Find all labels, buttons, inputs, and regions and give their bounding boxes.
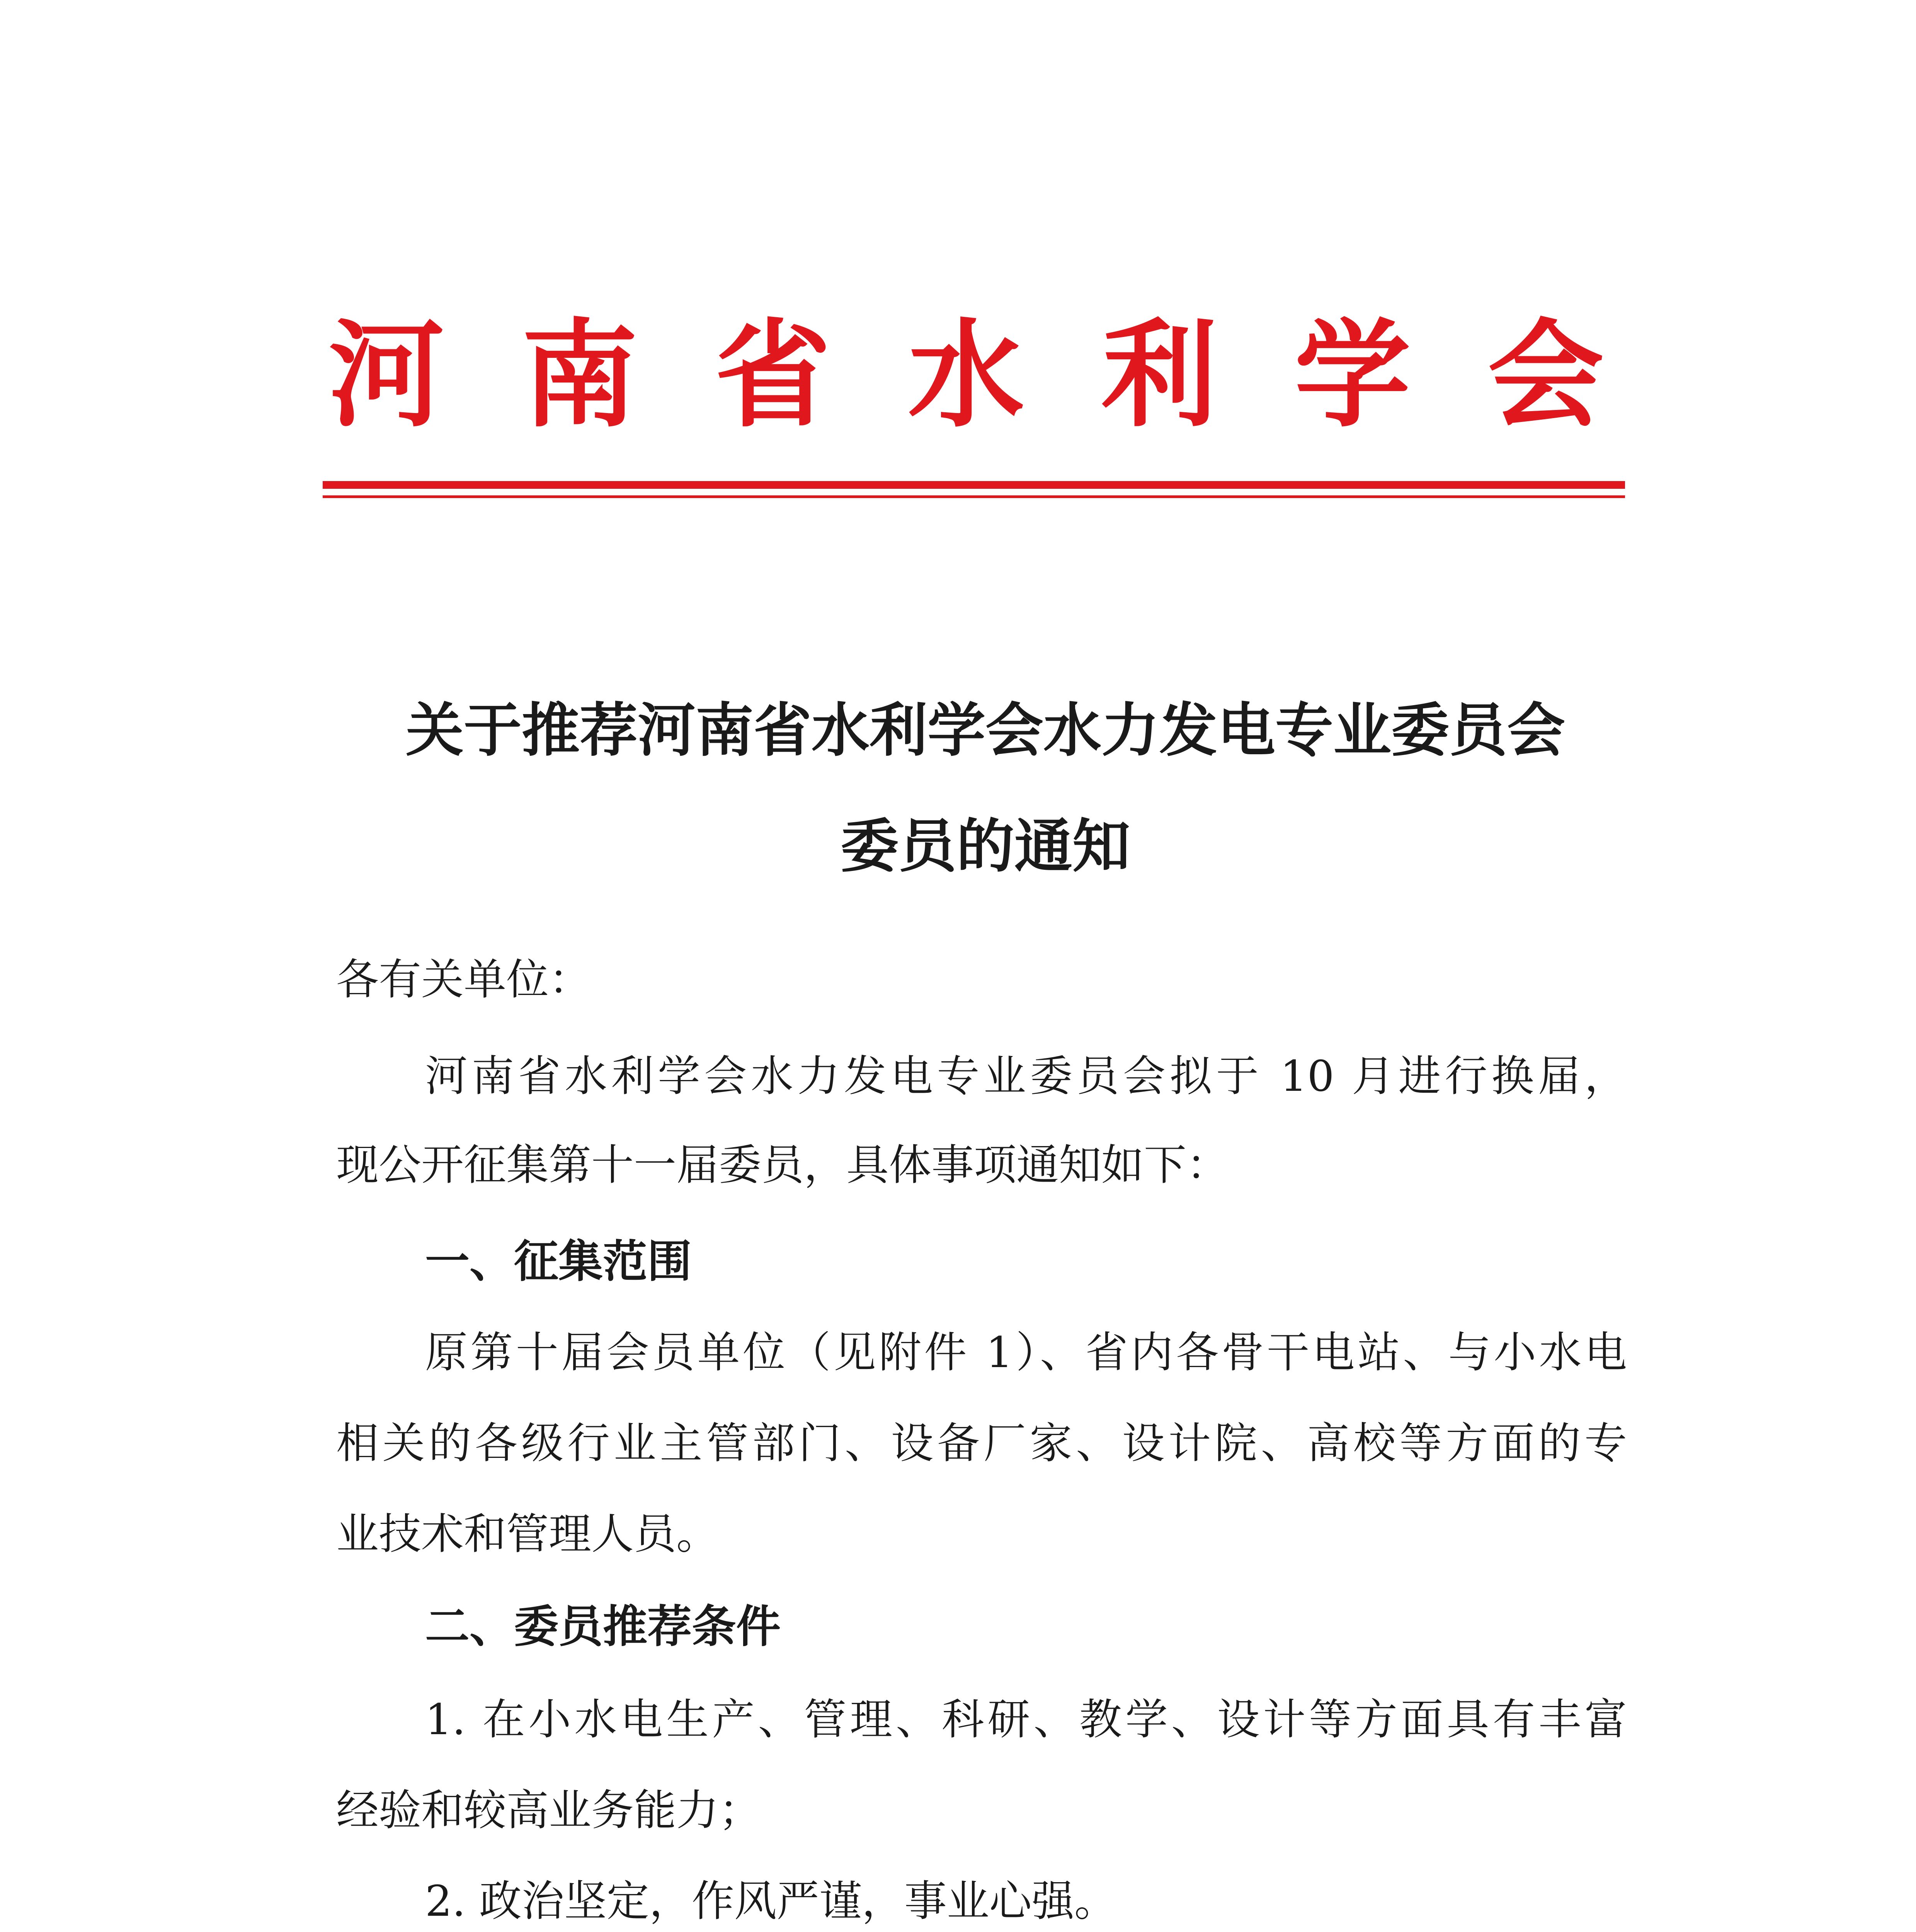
section-1-line-3: 业技术和管理人员。 <box>336 1509 719 1559</box>
section-2-item-1-line-1: 1. 在小水电生产、管理、科研、教学、设计等方面具有丰富 <box>425 1695 1627 1744</box>
intro-line-1: 河南省水利学会水力发电专业委员会拟于 10 月进行换届， <box>425 1051 1627 1101</box>
salutation: 各有关单位： <box>336 955 591 1004</box>
section-2-item-2: 2. 政治坚定，作风严谨，事业心强。 <box>425 1876 1117 1926</box>
section-2-item-1-line-2: 经验和较高业务能力； <box>336 1786 761 1835</box>
document-title-line-1: 关于推荐河南省水利学会水力发电专业委员会 <box>405 696 1565 764</box>
document-title-line-2: 委员的通知 <box>840 812 1130 880</box>
section-1-line-1: 原第十届会员单位（见附件 1）、省内各骨干电站、与小水电 <box>425 1328 1627 1377</box>
masthead-org-name: 河南省水利学会 <box>328 306 1681 443</box>
masthead-rule-thin <box>323 495 1625 498</box>
section-2-heading: 二、委员推荐条件 <box>425 1601 781 1653</box>
intro-line-2: 现公开征集第十一届委员，具体事项通知如下： <box>336 1140 1229 1190</box>
section-1-heading: 一、征集范围 <box>425 1236 692 1287</box>
section-1-line-2: 相关的各级行业主管部门、设备厂家、设计院、高校等方面的专 <box>336 1418 1627 1468</box>
masthead-rule-thick <box>323 481 1625 489</box>
